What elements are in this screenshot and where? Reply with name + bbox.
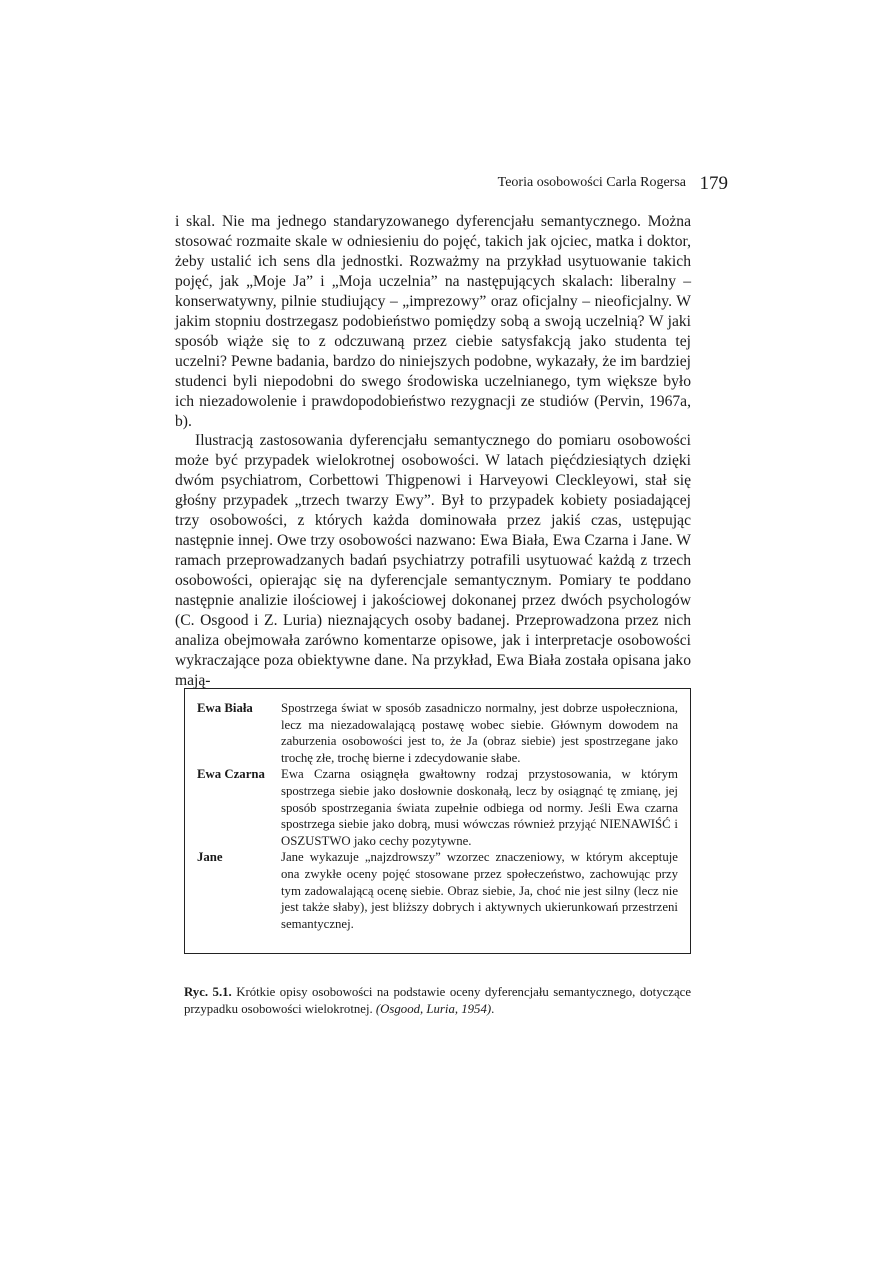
figure-caption bbox=[184, 984, 691, 1018]
figure-entry-jane bbox=[197, 849, 678, 932]
entry-name: Jane bbox=[197, 850, 223, 865]
caption-label: Ryc. 5.1. bbox=[184, 985, 232, 999]
entry-name: Ewa Czarna bbox=[197, 767, 265, 782]
running-head bbox=[498, 172, 728, 194]
chapter-title: Teoria osobowości Carla Rogersa bbox=[497, 175, 686, 190]
caption-source: (Osgood, Luria, 1954) bbox=[375, 1002, 492, 1016]
caption-text: Krótkie opisy osobowości na podstawie oceny dyferencjału semantycznego, dotyczące przypadku osobowości wielokrotnej. bbox=[184, 985, 691, 1016]
paragraph: Ilustracją zastosowania dyferencjału semantycznego do pomiaru osobowości może być przypadek wielokrotnej osobowości. W latach pięćdziesiątych dzięki dwóm psychiatrom, Corbettowi Thigpenowi i Harveyowi Cleckleyowi, stał się głośny przypadek „trzech twarzy Ewy”. Był to przypadek kobiety posiadającej trzy osobowości, z których każda dominowała przez jakiś czas, ustępując następnie innej. Owe trzy osobowości nazwano: Ewa Biała, Ewa Czarna i Jane. W ramach przeprowadzanych badań psychiatrzy potrafili usytuować każdą z trzech osobowości, opierając się na dyferencjale semantycznym. Pomiary te poddano następnie analizie ilościowej i jakościowej dokonanej przez dwóch psychologów (C. Osgood i Z. Luria) nieznających osoby badanej. Przeprowadzona przez nich analiza obejmowała zarówno komentarze opisowe, jak i interpretacje osobowości wykraczające poza obiektywne dane. Na przykład, Ewa Biała została opisana jako mają- bbox=[175, 432, 691, 689]
figure-entry-ewa-biala bbox=[197, 700, 678, 766]
paragraph: i skal. Nie ma jednego standaryzowanego dyferencjału semantycznego. Można stosować rozmaite skale w odniesieniu do pojęć, takich jak ojciec, matka i doktor, żeby ustalić ich sens dla jednostki. Rozważmy na przykład usytuowanie takich pojęć, jak „Moje Ja” i „Moja uczelnia” na następujących skalach: liberalny – konserwatywny, pilnie studiujący – „imprezowy” oraz oficjalny – nieoficjalny. W jakim stopniu dostrzegasz podobieństwo pomiędzy sobą a swoją uczelnią? W jaki sposób wiąże się to z odczuwaną przez ciebie satysfakcją jako studenta tej uczelni? Pewne badania, bardzo do niniejszych podobne, wykazały, że im bardziej studenci byli niepodobni do swego środowiska uczelnianego, tym większe było ich niezadowolenie i prawdopodobieństwo rezygnacji ze studiów (Pervin, 1967a, b). bbox=[175, 213, 691, 430]
entry-description: Ewa Czarna osiągnęła gwałtowny rodzaj przystosowania, w którym spostrzega siebie jako dosłownie doskonałą, lecz by osiągnąć tę zmianę, jej sposób spostrzegania świata zupełnie odbiega od normy. Jeśli Ewa czarna spostrzega siebie jako dobrą, musi wówczas również przyjąć NIENAWIŚĆ i OSZUSTWO jako cechy pozytywne. bbox=[281, 767, 678, 848]
entry-description: Jane wykazuje „najzdrowszy” wzorzec znaczeniowy, w którym akceptuje ona zwykłe oceny pojęć stosowane przez społeczeństwo, zachowując przy tym zadowalającą ocenę siebie. Obraz siebie, Ja, choć nie jest silny (lecz nie jest także słaby), jest bliższy dobrych i aktywnych ukierunkowań przestrzeni semantycznej. bbox=[281, 850, 678, 931]
body-text bbox=[175, 212, 691, 691]
entry-description: Spostrzega świat w sposób zasadniczo normalny, jest dobrze uspołeczniona, lecz ma niezadowalającą postawę wobec siebie. Głównym dowodem na zaburzenia osobowości jest to, że Ja (obraz siebie) jest spostrzegane jako trochę złe, trochę bierne i zdecydowanie słabe. bbox=[281, 701, 678, 765]
figure-box bbox=[184, 688, 691, 954]
page-number: 179 bbox=[699, 173, 728, 194]
figure-entry-ewa-czarna bbox=[197, 766, 678, 849]
entry-name: Ewa Biała bbox=[197, 701, 253, 715]
caption-end: . bbox=[491, 1002, 495, 1016]
